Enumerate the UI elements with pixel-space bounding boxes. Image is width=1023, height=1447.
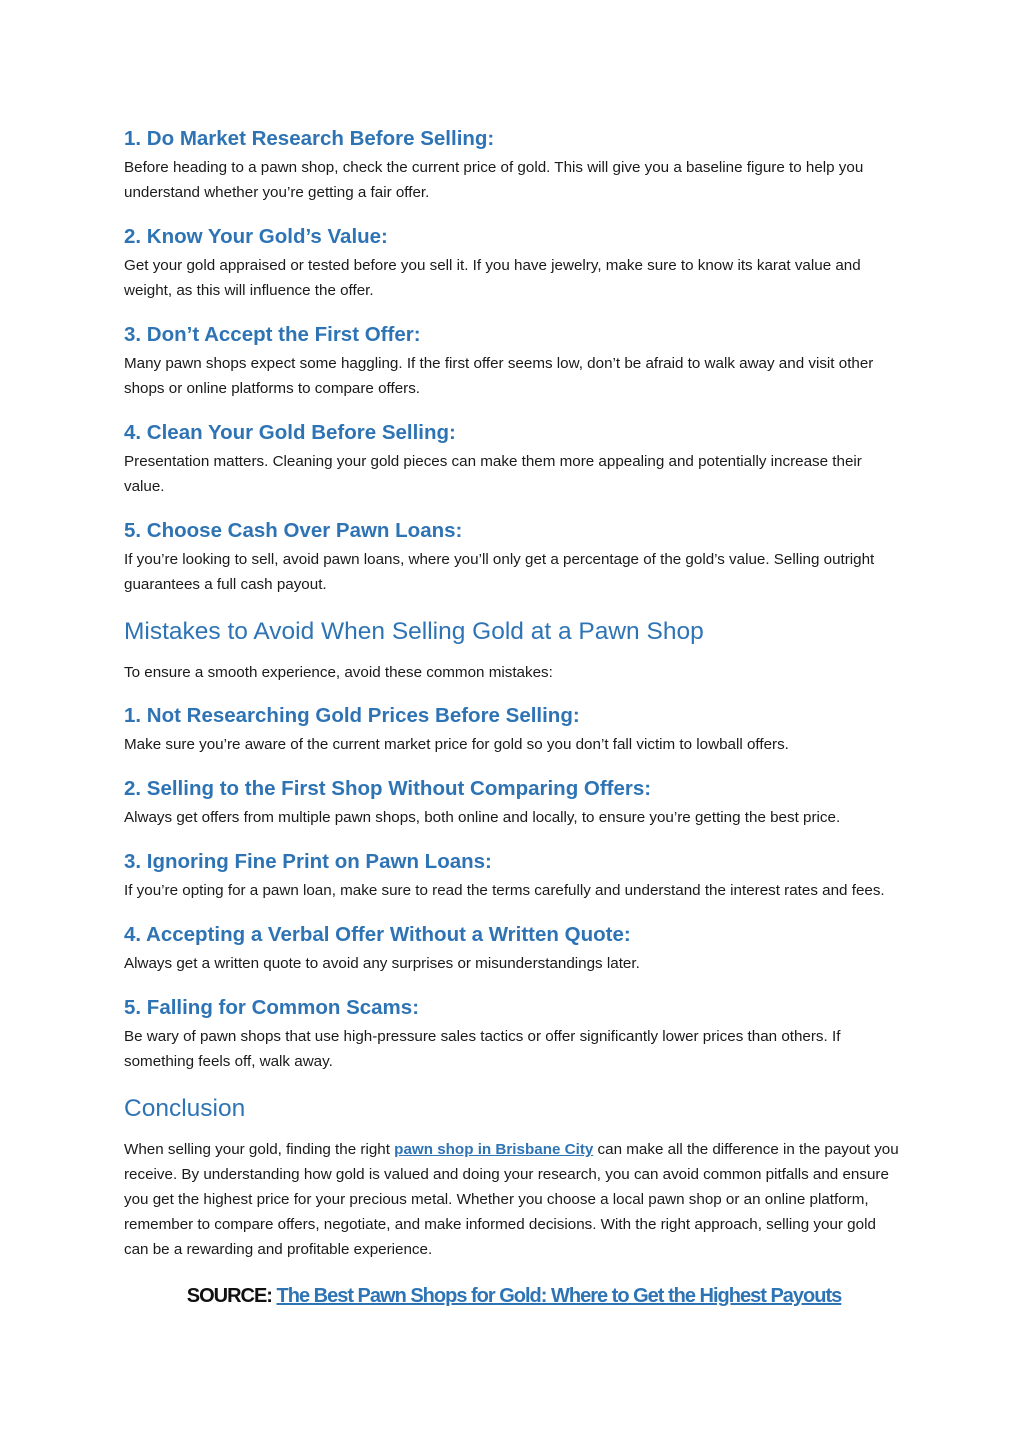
tip-heading: 4. Clean Your Gold Before Selling: [124, 421, 456, 444]
document-page [124, 126, 904, 1310]
mistake-heading: 5. Falling for Common Scams: [124, 996, 420, 1019]
mistake-text: If you’re opting for a pawn loan, make sure to read the terms carefully and understand the interest rates and fees. [124, 882, 885, 899]
mistake-text: Always get a written quote to avoid any surprises or misunderstandings later. [124, 955, 640, 972]
mistake-5 [124, 995, 904, 1074]
tip-heading: 1. Do Market Research Before Selling: [124, 127, 495, 150]
tip-text: Get your gold appraised or tested before you sell it. If you have jewelry, make sure to know its karat value and weight, as this will influence the offer. [124, 257, 861, 299]
mistakes-intro: To ensure a smooth experience, avoid these common mistakes: [124, 664, 553, 681]
tip-text: Presentation matters. Cleaning your gold pieces can make them more appealing and potentially increase their value. [124, 453, 862, 495]
tip-2 [124, 224, 904, 303]
source-link[interactable]: The Best Pawn Shops for Gold: Where to Get the Highest Payouts [276, 1285, 842, 1307]
mistake-4 [124, 922, 904, 976]
mistake-heading: 4. Accepting a Verbal Offer Without a Written Quote: [124, 923, 631, 946]
mistake-heading: 3. Ignoring Fine Print on Pawn Loans: [124, 850, 492, 873]
tip-heading: 5. Choose Cash Over Pawn Loans: [124, 519, 463, 542]
mistake-text: Always get offers from multiple pawn shops, both online and locally, to ensure you’re getting the best price. [124, 809, 841, 826]
conclusion-title: Conclusion [124, 1095, 246, 1122]
tip-text: Before heading to a pawn shop, check the current price of gold. This will give you a baseline figure to help you understand whether you’re getting a fair offer. [124, 159, 864, 201]
tip-text: If you’re looking to sell, avoid pawn loans, where you’ll only get a percentage of the gold’s value. Selling outright guarantees a full cash payout. [124, 551, 875, 593]
tip-heading: 3. Don’t Accept the First Offer: [124, 323, 421, 346]
tip-5 [124, 518, 904, 597]
conclusion-paragraph [124, 1137, 904, 1262]
mistake-heading: 2. Selling to the First Shop Without Comparing Offers: [124, 777, 652, 800]
tip-1 [124, 126, 904, 205]
mistake-1 [124, 703, 904, 757]
mistake-text: Be wary of pawn shops that use high-pressure sales tactics or offer significantly lower prices than others. If something feels off, walk away. [124, 1028, 841, 1070]
source-label: SOURCE: [186, 1285, 272, 1307]
mistake-3 [124, 849, 904, 903]
conclusion-text-after: can make all the difference in the payout you receive. By understanding how gold is valued and doing your research, you can avoid common pitfalls and ensure you get the highest price for your precious metal. Whether you choose a local pawn shop or an online platform, remember to compare offers, negotiate, and make informed decisions. With the right approach, selling your gold can be a rewarding and profitable experience. [124, 1141, 899, 1258]
tip-heading: 2. Know Your Gold’s Value: [124, 225, 388, 248]
tip-text: Many pawn shops expect some haggling. If the first offer seems low, don’t be afraid to walk away and visit other shops or online platforms to compare offers. [124, 355, 874, 397]
source-line [124, 1282, 904, 1310]
mistakes-section-title: Mistakes to Avoid When Selling Gold at a Pawn Shop [124, 618, 704, 645]
mistake-2 [124, 776, 904, 830]
mistake-text: Make sure you’re aware of the current market price for gold so you don’t fall victim to lowball offers. [124, 736, 789, 753]
mistake-heading: 1. Not Researching Gold Prices Before Selling: [124, 704, 580, 727]
conclusion-text-before: When selling your gold, finding the right [124, 1141, 395, 1158]
tip-3 [124, 322, 904, 401]
pawn-shop-link[interactable]: pawn shop in Brisbane City [394, 1141, 594, 1158]
tip-4 [124, 420, 904, 499]
